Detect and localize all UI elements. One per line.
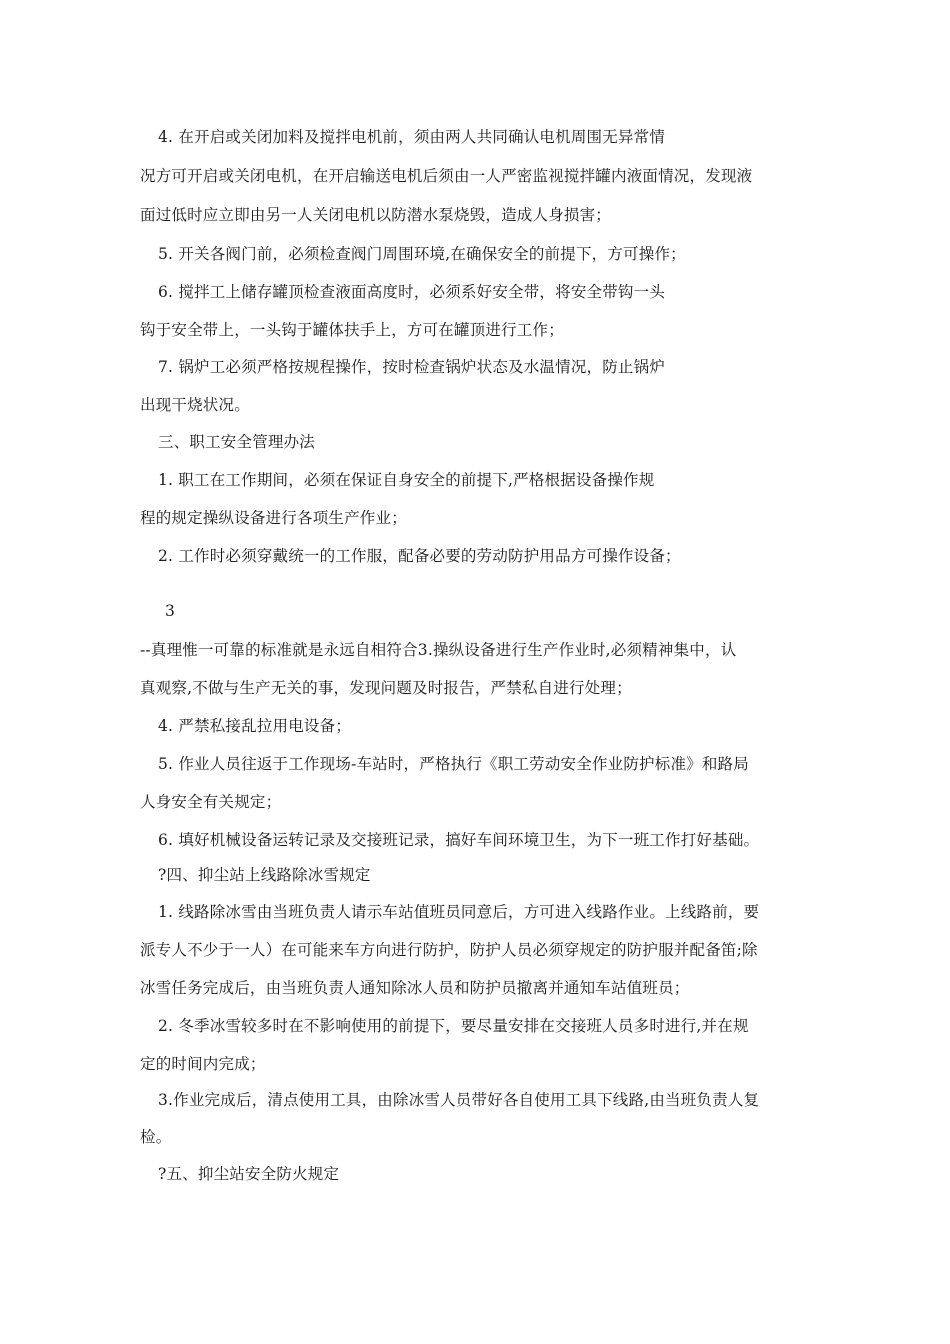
text-line: 面过低时应立即由另一人关闭电机以防潜水泵烧毁，造成人身损害； <box>140 206 612 224</box>
text-line: 2. 冬季冰雪较多时在不影响使用的前提下，要尽量安排在交接班人员多时进行,并在规 <box>158 1017 749 1035</box>
text-line: 派专人不少于一人）在可能来车方向进行防护，防护人员必须穿规定的防护服并配备笛;除 <box>140 941 758 959</box>
text-line: --真理惟一可靠的标准就是永远自相符合3.操纵设备进行生产作业时,必须精神集中，认 <box>140 641 737 659</box>
section-heading: ?四、抑尘站上线路除冰雪规定 <box>158 866 371 884</box>
text-line: 程的规定操纵设备进行各项生产作业； <box>140 509 407 527</box>
section-heading: 三、职工安全管理办法 <box>158 433 316 451</box>
text-line: 冰雪任务完成后，由当班负责人通知除冰人员和防护员撤离并通知车站值班员； <box>140 979 690 997</box>
text-line: 3.作业完成后，清点使用工具，由除冰雪人员带好各自使用工具下线路,由当班负责人复 <box>158 1091 760 1109</box>
text-line: 1. 线路除冰雪由当班负责人请示车站值班员同意后，方可进入线路作业。上线路前，要 <box>158 903 760 921</box>
text-line: 钩于安全带上，一头钩于罐体扶手上，方可在罐顶进行工作； <box>140 321 564 339</box>
text-line: 7. 锅炉工必须严格按规程操作，按时检查锅炉状态及水温情况，防止锅炉 <box>158 358 666 376</box>
text-line: 1. 职工在工作期间，必须在保证自身安全的前提下,严格根据设备操作规 <box>158 471 655 489</box>
text-line: 出现干烧状况。 <box>140 396 250 414</box>
text-line: 4. 在开启或关闭加料及搅拌电机前，须由两人共同确认电机周围无异常情 <box>158 128 666 146</box>
text-line: 6. 填好机械设备运转记录及交接班记录，搞好车间环境卫生，为下一班工作打好基础。 <box>158 831 760 849</box>
text-line: 人身安全有关规定； <box>140 793 282 811</box>
text-line: 定的时间内完成； <box>140 1055 266 1073</box>
text-line: 4. 严禁私接乱拉用电设备； <box>158 717 352 735</box>
text-line: 况方可开启或关闭电机，在开启输送电机后须由一人严密监视搅拌罐内液面情况，发现液 <box>140 167 753 185</box>
text-line: 真观察,不做与生产无关的事，发现问题及时报告，严禁私自进行处理； <box>140 679 632 697</box>
text-line: 5. 开关各阀门前，必须检查阀门周围环境,在确保安全的前提下，方可操作； <box>158 245 686 263</box>
section-heading: ?五、抑尘站安全防火规定 <box>158 1165 340 1183</box>
text-line: 5. 作业人员往返于工作现场-车站时，严格执行《职工劳动安全作业防护标准》和路局 <box>158 755 749 773</box>
text-line: 检。 <box>140 1128 172 1146</box>
page-number: 3 <box>165 602 176 620</box>
text-line: 2. 工作时必须穿戴统一的工作服，配备必要的劳动防护用品方可操作设备； <box>158 547 681 565</box>
text-line: 6. 搅拌工上储存罐顶检查液面高度时，必须系好安全带，将安全带钩一头 <box>158 283 666 301</box>
